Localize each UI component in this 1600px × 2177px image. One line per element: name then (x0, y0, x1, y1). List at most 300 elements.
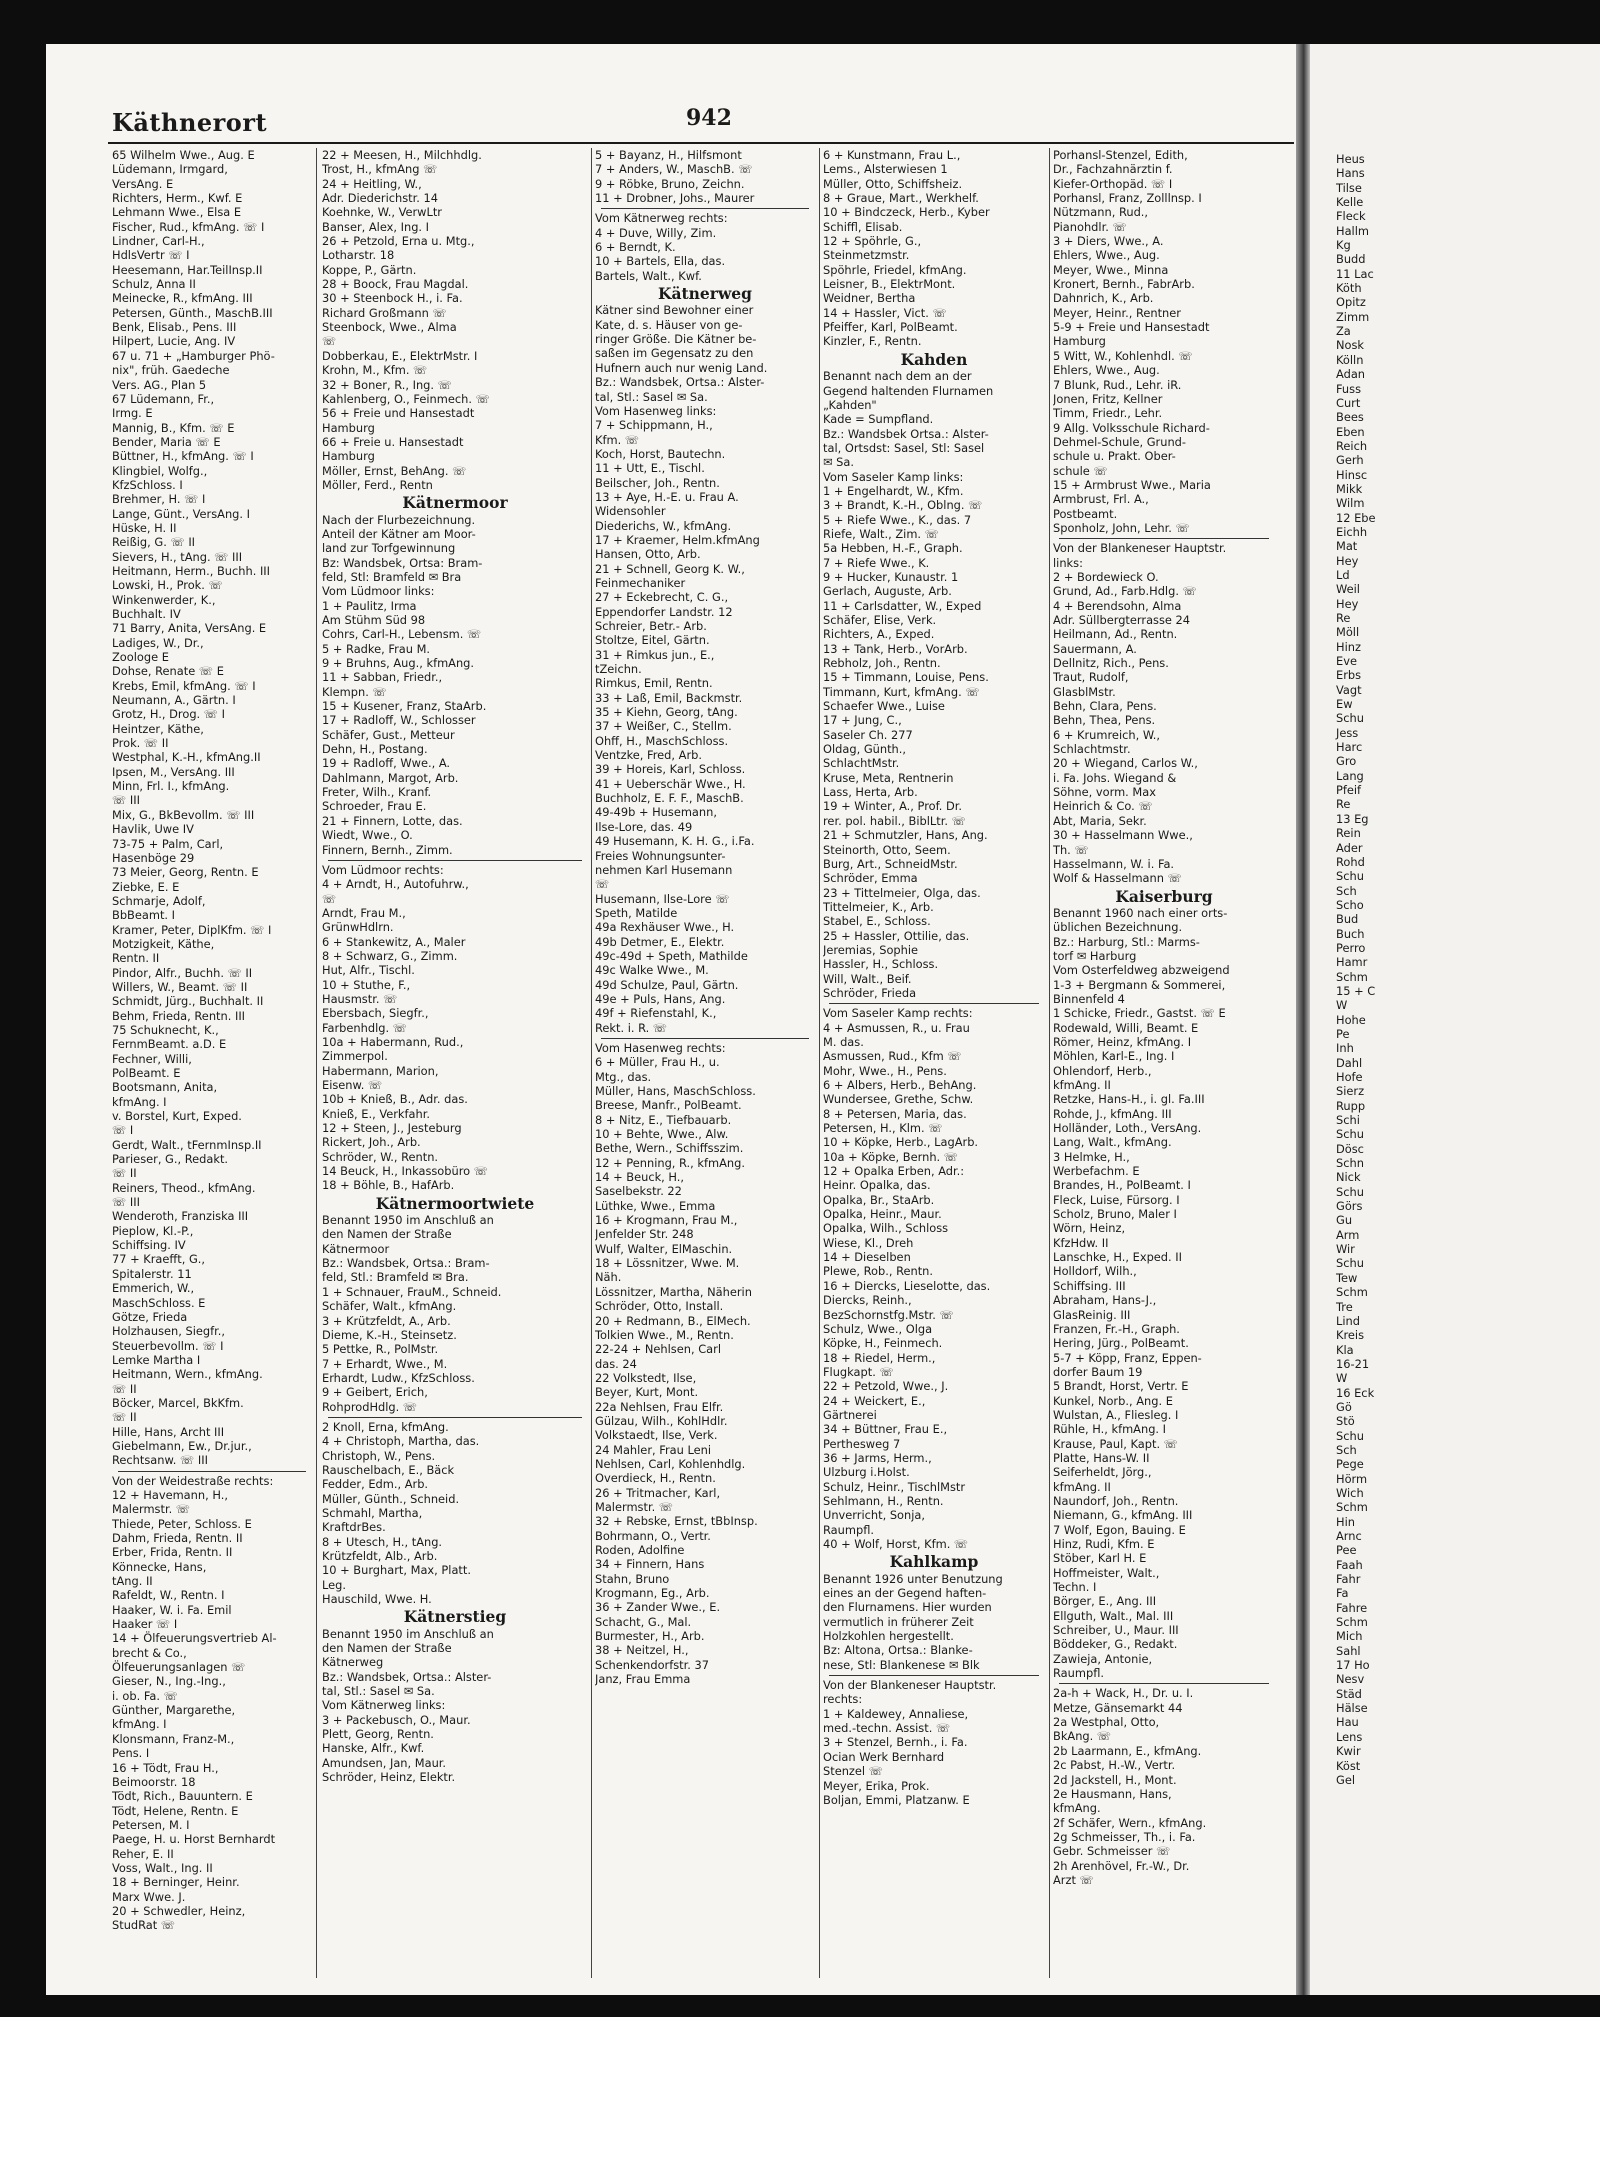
directory-line: Steinmetzmstr. (823, 248, 910, 263)
directory-line: 1 + Kaldewey, Annaliese, (823, 1706, 969, 1721)
directory-line: 7 + Schippmann, H., (595, 418, 713, 433)
directory-line: Freter, Wilh., Kranf. (322, 785, 432, 800)
fragment-line: Fa (1336, 1586, 1349, 1601)
directory-line: Jenfelder Str. 248 (595, 1227, 694, 1242)
directory-line: Roden, Adolfine (595, 1543, 685, 1557)
scan-border-left (0, 0, 46, 2010)
directory-line: 77 + Kraefft, G., (112, 1252, 206, 1267)
directory-line: Anteil der Kätner am Moor- (322, 526, 476, 541)
directory-line: SchlachtMstr. (823, 756, 900, 771)
directory-line: i. ob. Fa. ☏ (112, 1688, 178, 1703)
directory-line: ☏ (595, 877, 610, 892)
directory-line: Hoffmeister, Walt., (1053, 1565, 1160, 1580)
directory-line: rechts: (823, 1692, 863, 1707)
fragment-line: Fleck (1336, 209, 1366, 224)
directory-line: 24 + Heitling, W., (322, 176, 422, 191)
directory-line: Holzkohlen hergestellt. (823, 1629, 954, 1644)
directory-line: 21 + Schnell, Georg K. W., (595, 561, 745, 576)
directory-line: 14 + Hassler, Vict. ☏ (823, 305, 947, 320)
directory-line: Buchholz, E. F. F., MaschB. (595, 791, 744, 806)
directory-line: Porhansl-Stenzel, Edith, (1053, 148, 1188, 162)
directory-line: Timmann, Kurt, kfmAng. ☏ (823, 684, 980, 699)
directory-line: Ilse-Lore, das. 49 (595, 819, 693, 834)
directory-line: Reher, E. II (112, 1846, 174, 1861)
directory-line: 12 + Spöhrle, G., (823, 234, 922, 249)
directory-line: 2g Schmeisser, Th., i. Fa. (1053, 1829, 1196, 1844)
directory-line: 40 + Wolf, Horst, Kfm. ☏ (823, 1537, 969, 1551)
fragment-line: Köth (1336, 281, 1362, 296)
directory-line: den Namen der Straße (322, 1227, 452, 1242)
directory-line: Scholz, Bruno, Maler I (1053, 1207, 1177, 1222)
directory-line: Brandes, H., PolBeamt. I (1053, 1178, 1191, 1193)
directory-line: Beilscher, Joh., Rentn. (595, 475, 720, 490)
directory-line: Behn, Thea, Pens. (1053, 713, 1156, 728)
fragment-line: Hans (1336, 166, 1365, 181)
fragment-line: Schm (1336, 969, 1368, 984)
directory-line: Schroeder, Frau E. (322, 799, 427, 814)
street-heading: Kätnermoor (402, 493, 508, 513)
directory-line: tal, Ortsdst: Sasel, Stl: Sasel (823, 440, 985, 455)
directory-line: 28 + Boock, Frau Magdal. (322, 277, 469, 292)
directory-line: Wiese, Kl., Dreh (823, 1235, 914, 1250)
directory-line: Schulz, Anna II (112, 277, 196, 292)
directory-line: nix", früh. Gaedeche (112, 363, 230, 378)
directory-line: Koppe, P., Gärtn. (322, 262, 417, 277)
directory-line: Voss, Walt., Ing. II (112, 1860, 213, 1875)
directory-line: Diercks, Reinh., (823, 1293, 912, 1308)
fragment-line: Harc (1336, 740, 1363, 755)
directory-line: tal, Stl.: Sasel ✉ Sa. (595, 389, 708, 404)
directory-line: 10b + Knieß, B., Adr. das. (322, 1092, 468, 1107)
directory-line: Kahlenberg, O., Feinmech. ☏ (322, 391, 490, 406)
fragment-line: Ader (1336, 840, 1363, 855)
directory-line: FernmBeamt. a.D. E (112, 1037, 227, 1052)
directory-line: 10 + Stuthe, F., (322, 977, 411, 992)
directory-line: Behm, Frieda, Rentn. III (112, 1008, 246, 1023)
directory-line: Krohn, M., Kfm. ☏ (322, 363, 428, 378)
directory-line: Müller, Hans, MaschSchloss. (595, 1084, 756, 1098)
directory-line: Kramer, Peter, DiplKfm. ☏ I (112, 922, 272, 937)
directory-line: 11 + Drobner, Johs., Maurer (595, 191, 755, 206)
directory-line: Heinrich & Co. ☏ (1053, 799, 1153, 814)
directory-line: feld, Stl.: Bramfeld ✉ Bra. (322, 1270, 469, 1285)
fragment-line: Görs (1336, 1199, 1363, 1214)
fragment-line: Wir (1336, 1242, 1355, 1257)
directory-line: 3 + Krützfeldt, A., Arb. (322, 1313, 451, 1328)
directory-line: 26 + Tritmacher, Karl, (595, 1485, 721, 1500)
directory-line: KraftdrBes. (322, 1520, 386, 1535)
fragment-line: Fahr (1336, 1572, 1361, 1587)
fragment-line: Kelle (1336, 195, 1364, 210)
directory-line: Marx Wwe. J. (112, 1889, 186, 1904)
section-divider (328, 860, 582, 861)
directory-line: Diederichs, W., kfmAng. (595, 518, 732, 533)
fragment-line: Tre (1336, 1299, 1353, 1314)
directory-line: 16 + Krogmann, Frau M., (595, 1213, 738, 1228)
directory-line: 30 + Hasselmann Wwe., (1053, 828, 1193, 843)
directory-line: 10a + Habermann, Rud., (322, 1034, 464, 1049)
directory-line: Söhne, vorm. Max (1053, 785, 1156, 800)
directory-line: Hansen, Otto, Arb. (595, 547, 701, 562)
directory-line: 15 + Timmann, Louise, Pens. (823, 670, 989, 685)
directory-line: Unverricht, Sonja, (823, 1508, 926, 1523)
directory-line: Krogmann, Eg., Arb. (595, 1586, 710, 1601)
fragment-line: Gerh (1336, 453, 1364, 468)
directory-line: Hüske, H. II (112, 520, 177, 535)
directory-line: Nach der Flurbezeichnung. (322, 512, 476, 527)
directory-line: 16 + Tödt, Frau H., (112, 1760, 219, 1775)
directory-line: Armbrust, Frl. A., (1053, 492, 1149, 507)
directory-line: nehmen Karl Husemann (595, 862, 733, 877)
directory-line: Kätnermoor (322, 1241, 390, 1256)
directory-line: Tödt, Helene, Rentn. E (112, 1803, 239, 1818)
directory-line: Vom Saseler Kamp rechts: (823, 1006, 973, 1021)
directory-line: 7 Blunk, Rud., Lehr. iR. (1053, 377, 1182, 392)
fragment-line: Hau (1336, 1715, 1359, 1730)
directory-line: BkAng. ☏ (1053, 1729, 1112, 1744)
directory-line: Heesemann, Har.TeilInsp.II (112, 262, 263, 277)
directory-line: Binnenfeld 4 (1053, 991, 1125, 1006)
directory-line: Klingbiel, Wolfg., (112, 463, 208, 478)
fragment-line: 12 Ebe (1336, 510, 1376, 525)
directory-line: Ebersbach, Siegfr., (322, 1006, 429, 1021)
directory-line: Lehmann Wwe., Elsa E (112, 205, 242, 220)
directory-line: 2a Westphal, Otto, (1053, 1715, 1160, 1730)
directory-line: Porhansl, Franz, Zolllnsp. I (1053, 191, 1202, 206)
directory-line: 6 + Kunstmann, Frau L., (823, 148, 961, 162)
directory-line: Vers. AG., Plan 5 (112, 377, 207, 392)
directory-line: 1 + Schnauer, FrauM., Schneid. (322, 1284, 502, 1299)
directory-line: Kunkel, Norb., Ang. E (1053, 1393, 1173, 1408)
directory-line: Timm, Friedr., Lehr. (1053, 406, 1163, 421)
directory-line: Bartels, Walt., Kwf. (595, 268, 702, 283)
directory-line: Vom Lüdmoor links: (322, 584, 435, 599)
fragment-line: Inh (1336, 1041, 1354, 1056)
directory-line: Richters, Herm., Kwf. E (112, 191, 243, 206)
directory-line: ☏ II (112, 1410, 137, 1425)
directory-line: Arndt, Frau M., (322, 905, 406, 920)
fragment-line: Schu (1336, 1256, 1364, 1271)
directory-line: Platte, Hans-W. II (1053, 1450, 1150, 1465)
column-2 (322, 148, 588, 1978)
directory-line: Buchhalt. IV (112, 607, 181, 621)
directory-line: Ohlendorf, Herb., (1053, 1063, 1152, 1078)
directory-line: Benannt nach dem an der (823, 369, 972, 384)
fragment-line: 13 Eg (1336, 811, 1369, 826)
fragment-line: Schu (1336, 1184, 1364, 1199)
fragment-line: Vagt (1336, 682, 1362, 697)
directory-line: 24 Mahler, Frau Leni (595, 1442, 712, 1457)
directory-line: Paege, H. u. Horst Bernhardt (112, 1832, 276, 1847)
directory-line: Meinecke, R., kfmAng. III (112, 291, 253, 306)
directory-line: Günther, Margarethe, (112, 1703, 236, 1718)
fragment-line: Städ (1336, 1686, 1362, 1701)
directory-line: Bz.: Wandsbek, Ortsa.: Alster- (322, 1669, 492, 1684)
directory-line: Mtg., das. (595, 1069, 652, 1084)
fragment-line: Ew (1336, 697, 1353, 712)
directory-line: Vom Hasenweg rechts: (595, 1040, 726, 1055)
directory-line: Riefe, Walt., Zim. ☏ (823, 526, 939, 541)
directory-line: Cohrs, Carl-H., Lebensm. ☏ (322, 627, 482, 642)
directory-line: Tittelmeier, K., Arb. (823, 899, 934, 914)
directory-line: Rentn. II (112, 951, 160, 966)
directory-line: feld, Stl: Bramfeld ✉ Bra (322, 569, 462, 584)
directory-line: Holländer, Loth., VersAng. (1053, 1121, 1202, 1136)
directory-line: Bootsmann, Anita, (112, 1080, 218, 1095)
directory-line: ☏ III (112, 793, 140, 808)
fragment-line: Schu (1336, 869, 1364, 884)
directory-line: Hasselmann, W. i. Fa. (1053, 856, 1175, 871)
directory-line: Knieß, E., Verkfahr. (322, 1106, 430, 1121)
scan-border-top (0, 0, 1600, 44)
fragment-line: Pfeif (1336, 783, 1362, 798)
directory-line: 67 Lüdemann, Fr., (112, 391, 215, 406)
directory-line: Mix, G., BkBevollm. ☏ III (112, 807, 255, 822)
directory-line: 10 + Bartels, Ella, das. (595, 254, 726, 269)
directory-line: Adr. Süllbergterrasse 24 (1053, 613, 1191, 627)
directory-line: Schiffsing. III (1053, 1278, 1126, 1293)
column-1 (112, 148, 312, 1978)
directory-line: 14 + Dieselben (823, 1250, 911, 1265)
directory-line: 3 Helmke, H., (1053, 1149, 1130, 1164)
fragment-line: Gro (1336, 754, 1357, 769)
fragment-line: Schn (1336, 1156, 1364, 1171)
directory-line: Möller, Ernst, BehAng. ☏ (322, 463, 467, 478)
fragment-line: Gu (1336, 1213, 1353, 1228)
fragment-line: Köst (1336, 1758, 1361, 1773)
fragment-line: Zimm (1336, 309, 1370, 324)
directory-line: Von der Blankeneser Hauptstr. (823, 1678, 997, 1693)
directory-line: GlasblMstr. (1053, 684, 1116, 699)
directory-line: Heinr. Opalka, das. (823, 1178, 931, 1193)
directory-line: Dobberkau, E., ElektrMstr. I (322, 348, 478, 363)
directory-line: Möller, Ferd., Rentn (322, 477, 433, 492)
directory-line: Oldag, Günth., (823, 742, 907, 757)
fragment-line: 16-21 (1336, 1356, 1370, 1371)
directory-line: kfmAng. I (112, 1717, 167, 1732)
directory-line: Tödt, Rich., Bauuntern. E (112, 1789, 253, 1804)
directory-line: Wundersee, Grethe, Schw. (823, 1092, 974, 1107)
directory-line: ☏ II (112, 1381, 137, 1396)
fragment-line: Eichh (1336, 524, 1368, 539)
directory-line: Gärtnerei (823, 1407, 877, 1422)
directory-line: Schröder, Otto, Install. (595, 1299, 724, 1314)
directory-line: Freies Wohnungsunter- (595, 848, 726, 863)
directory-line: Reiners, Theod., kfmAng. (112, 1180, 256, 1195)
fragment-line: Kreis (1336, 1328, 1365, 1343)
directory-line: Möhlen, Karl-E., Ing. I (1053, 1049, 1175, 1064)
directory-line: Perthesweg 7 (823, 1436, 901, 1451)
directory-line: Hut, Alfr., Tischl. (322, 963, 415, 978)
directory-line: Von der Blankeneser Hauptstr. (1053, 541, 1227, 556)
directory-line: Holldorf, Wilh., (1053, 1264, 1137, 1279)
directory-line: Vom Lüdmoor rechts: (322, 862, 444, 877)
directory-line: Opalka, Wilh., Schloss (823, 1221, 949, 1236)
directory-line: Fedder, Edm., Arb. (322, 1477, 429, 1492)
directory-line: schule ☏ (1053, 463, 1108, 478)
directory-line: Lüthke, Wwe., Emma (595, 1198, 716, 1213)
fragment-line: Mikk (1336, 481, 1363, 496)
directory-line: Stoltze, Eitel, Gärtn. (595, 633, 710, 648)
directory-line: Klempn. ☏ (322, 684, 387, 699)
section-divider (829, 1003, 1039, 1004)
directory-line: kfmAng. (1053, 1801, 1101, 1816)
fragment-line: Re (1336, 611, 1351, 625)
header-rule (108, 142, 1294, 144)
directory-line: Pianohdlr. ☏ (1053, 219, 1127, 234)
directory-line: Sauermann, A. (1053, 641, 1137, 656)
directory-line: Saseler Ch. 277 (823, 727, 913, 742)
directory-line: Petersen, Günth., MaschB.III (112, 305, 273, 320)
directory-line: Thiede, Peter, Schloss. E (112, 1516, 252, 1531)
directory-line: Benk, Elisab., Pens. III (112, 320, 237, 335)
directory-line: Sievers, H., tAng. ☏ III (112, 549, 243, 564)
directory-line: rer. pol. habil., BiblLtr. ☏ (823, 813, 966, 828)
directory-line: Lange, Günt., VersAng. I (112, 506, 250, 521)
directory-line: 4 + Berendsohn, Alma (1053, 598, 1182, 613)
fragment-line: 16 Eck (1336, 1385, 1375, 1400)
directory-line: Dehmel-Schule, Grund- (1053, 434, 1187, 449)
directory-line: Steenbock, Wwe., Alma (322, 320, 457, 335)
directory-line: 2d Jackstell, H., Mont. (1053, 1772, 1177, 1787)
directory-line: 1 + Engelhardt, W., Kfm. (823, 483, 964, 498)
directory-line: kfmAng. II (1053, 1078, 1111, 1092)
directory-line: GlasReinig. III (1053, 1307, 1131, 1322)
directory-line: Irmg. E (112, 406, 153, 421)
directory-line: Hilpert, Lucie, Ang. IV (112, 334, 236, 349)
directory-line: Burg, Art., SchneidMstr. (823, 856, 958, 871)
directory-line: Feinmechaniker (595, 575, 686, 590)
directory-line: Trost, H., kfmAng ☏ (322, 162, 438, 177)
directory-line: 6 + Albers, Herb., BehAng. (823, 1078, 977, 1092)
directory-line: 10 + Bindczeck, Herb., Kyber (823, 205, 990, 220)
directory-line: Hamburg (322, 420, 375, 435)
section-divider (601, 1038, 809, 1039)
directory-line: Bz.: Wandsbek Ortsa.: Alster- (823, 426, 989, 441)
directory-line: Dehn, H., Postang. (322, 742, 428, 757)
directory-line: Hufnern auch nur wenig Land. (595, 360, 768, 375)
directory-line: 49a Rexhäuser Wwe., H. (595, 920, 735, 935)
directory-line: Ipsen, M., VersAng. III (112, 764, 235, 779)
directory-line: Erhardt, Ludw., KfzSchloss. (322, 1370, 475, 1385)
directory-line: Gebr. Schmeisser ☏ (1053, 1844, 1171, 1859)
directory-line: Erber, Frida, Rentn. II (112, 1545, 233, 1560)
column-divider (316, 148, 317, 1978)
directory-line: 5 Witt, W., Kohlenhdl. ☏ (1053, 348, 1193, 363)
directory-line: Abt, Maria, Sekr. (1053, 813, 1147, 828)
fragment-line: Rohd (1336, 854, 1365, 869)
fragment-line: Weil (1336, 582, 1360, 597)
directory-line: Overdieck, H., Rentn. (595, 1471, 716, 1486)
directory-line: Ulzburg i.Holst. (823, 1465, 910, 1480)
fragment-line: W (1336, 1371, 1348, 1386)
directory-line: Mohr, Wwe., H., Pens. (823, 1063, 947, 1078)
directory-line: torf ✉ Harburg (1053, 948, 1137, 963)
directory-line: Hinz, Rudi, Kfm. E (1053, 1537, 1155, 1551)
directory-line: 2 + Bordewieck O. (1053, 569, 1159, 584)
directory-line: Techn. I (1053, 1580, 1097, 1595)
directory-line: Börger, E., Ang. III (1053, 1594, 1157, 1609)
street-heading: Kätnerstieg (403, 1607, 507, 1627)
directory-line: Fleck, Luise, Fürsorg. I (1053, 1192, 1180, 1207)
directory-line: 56 + Freie und Hansestadt (322, 406, 475, 421)
directory-line: Bz: Altona, Ortsa.: Blanke- (823, 1643, 973, 1658)
fragment-line: Sch (1336, 1442, 1357, 1457)
directory-line: 2h Arenhövel, Fr.-W., Dr. (1053, 1858, 1190, 1873)
directory-line: tZeichn. (595, 662, 642, 677)
directory-line: Bohrmann, O., Vertr. (595, 1528, 711, 1543)
directory-line: Heitmann, Herm., Buchh. III (112, 563, 271, 578)
directory-line: Weidner, Bertha (823, 291, 916, 306)
directory-line: Meyer, Erika, Prok. (823, 1778, 930, 1793)
directory-line: Leisner, B., ElektrMont. (823, 277, 956, 292)
directory-line: 18 + Berninger, Heinr. (112, 1875, 240, 1890)
directory-line: Eppendorfer Landstr. 12 (595, 604, 733, 619)
section-divider (1059, 538, 1269, 539)
directory-line: 21 + Schmutzler, Hans, Ang. (823, 828, 988, 843)
directory-line: vermutlich in früherer Zeit (823, 1614, 974, 1629)
directory-line: VersAng. E (112, 176, 174, 191)
directory-line: Petersen, M. I (112, 1817, 190, 1832)
fragment-line: Ld (1336, 567, 1350, 582)
directory-line: Schmarje, Adolf, (112, 893, 206, 908)
directory-line: Hauschild, Wwe. H. (322, 1592, 432, 1607)
directory-line: 2a-h + Wack, H., Dr. u. I. (1053, 1686, 1194, 1701)
directory-line: Adr. Diederichstr. 14 (322, 191, 438, 206)
directory-line: Widensohler (595, 504, 666, 519)
directory-line: Kate, d. s. Häuser von ge- (595, 317, 743, 332)
directory-line: 22a Nehlsen, Frau Elfr. (595, 1399, 724, 1414)
directory-line: Speth, Matilde (595, 905, 678, 920)
directory-line: Büttner, H., kfmAng. ☏ I (112, 449, 254, 464)
directory-line: 5a Hebben, H.-F., Graph. (823, 541, 963, 556)
directory-line: Dahnrich, K., Arb. (1053, 291, 1154, 306)
directory-line: Lems., Alsterwiesen 1 (823, 162, 948, 177)
directory-line: Janz, Frau Emma (595, 1672, 691, 1687)
directory-line: Hamburg (1053, 334, 1106, 349)
directory-line: Kronert, Bernh., FabrArb. (1053, 277, 1195, 292)
street-heading: Kätnermoortwiete (375, 1193, 535, 1213)
directory-line: M. das. (823, 1034, 864, 1049)
directory-line: med.-techn. Assist. ☏ (823, 1721, 951, 1736)
fragment-line: Schi (1336, 1113, 1360, 1128)
directory-line: Jonen, Fritz, Kellner (1053, 391, 1163, 406)
directory-line: Postbeamt. (1053, 506, 1118, 521)
directory-line: Müller, Günth., Schneid. (322, 1491, 460, 1506)
directory-line: Schäfer, Walt., kfmAng. (322, 1299, 457, 1314)
directory-line: BbBeamt. I (112, 908, 176, 923)
directory-line: eines an der Gegend haften- (823, 1586, 987, 1601)
directory-line: Zoologe E (112, 650, 169, 665)
directory-line: „Kahden" (823, 397, 877, 412)
fragment-line: Scho (1336, 897, 1364, 912)
directory-line: 19 + Radloff, Wwe., A. (322, 756, 451, 771)
fragment-line: 11 Lac (1336, 266, 1374, 281)
directory-line: Krause, Paul, Kapt. ☏ (1053, 1436, 1178, 1451)
directory-line: 34 + Finnern, Hans (595, 1557, 705, 1572)
directory-line: 1-3 + Bergmann & Sommerei, (1053, 977, 1226, 992)
directory-line: Bethe, Wern., Schiffsszim. (595, 1141, 744, 1156)
directory-line: 22-24 + Nehlsen, Carl (595, 1342, 721, 1357)
column-3 (595, 148, 815, 1978)
directory-line: Schiffsing. IV (112, 1238, 186, 1253)
directory-line: Reißig, G. ☏ II (112, 535, 196, 550)
directory-line: Holzhausen, Siegfr., (112, 1324, 226, 1339)
directory-line: 12 + Havemann, H., (112, 1487, 228, 1502)
directory-line: Haaker, W. i. Fa. Emil (112, 1602, 232, 1617)
directory-line: 10 + Burghart, Max, Platt. (322, 1563, 471, 1578)
directory-line: Krützfeldt, Alb., Arb. (322, 1549, 438, 1563)
